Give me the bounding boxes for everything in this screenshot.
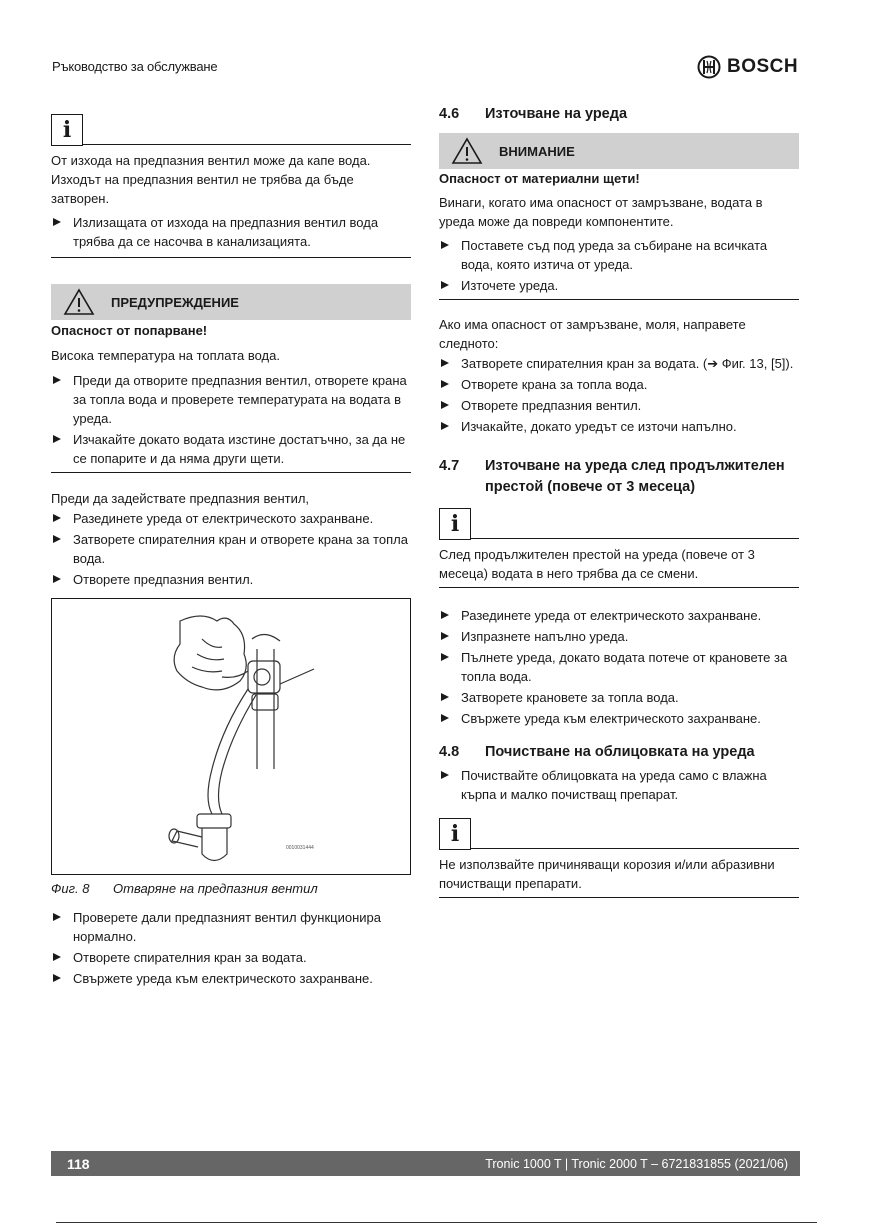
- warning-label: ПРЕДУПРЕЖДЕНИЕ: [111, 294, 239, 310]
- caution-body: [439, 169, 799, 300]
- list-item: Затворете спирателния кран и отворете крана за топла вода.: [51, 530, 411, 568]
- section-4-7-heading: 4.7 Източване на уреда след продължителен престой (повече от 3 месеца): [439, 458, 785, 495]
- list-item: Свържете уреда към електрическото захранване.: [439, 709, 799, 728]
- arrow-bullet-icon: [441, 693, 449, 701]
- list-item: Отворете крана за топла вода.: [439, 375, 799, 394]
- list-item: Изчакайте, докато уредът се източи напълно.: [439, 417, 799, 436]
- bosch-logo: [697, 55, 798, 79]
- arrow-bullet-icon: [441, 611, 449, 619]
- info-note-header: [439, 818, 799, 850]
- header-title: Ръководство за обслужване: [52, 59, 218, 74]
- list-item: Затворете спирателния кран за водата. (➔ Фиг. 13, [5]).: [439, 354, 799, 373]
- intro-text: Ако има опасност от замръзване, моля, направете следното:: [439, 317, 746, 351]
- list-item: Затворете крановете за топла вода.: [439, 688, 799, 707]
- logo-text: BOSCH: [727, 56, 799, 77]
- arrow-bullet-icon: [441, 241, 449, 249]
- info-note-header: [51, 114, 411, 146]
- list-item: Разединете уреда от електрическото захранване.: [439, 606, 799, 625]
- arrow-bullet-icon: [53, 953, 61, 961]
- info-icon: i: [51, 114, 83, 146]
- info-icon: i: [439, 818, 471, 850]
- bosch-armature-icon: [697, 55, 721, 79]
- section-4-8-heading: 4.8 Почистване на облицовката на уреда: [439, 744, 755, 760]
- safety-valve-illustration: [52, 599, 410, 872]
- arrow-bullet-icon: [53, 575, 61, 583]
- intro-text: Преди да задействате предпазния вентил,: [51, 491, 310, 506]
- arrow-bullet-icon: [441, 401, 449, 409]
- list-item: Преди да отворите предпазния вентил, отворете крана за топла вода и проверете температурата на водата в уреда.: [51, 371, 411, 428]
- arrow-bullet-icon: [53, 913, 61, 921]
- info-note-1: [51, 146, 411, 258]
- list-item: Разединете уреда от електрическото захранване.: [51, 509, 411, 528]
- left-column: [51, 114, 411, 990]
- arrow-bullet-icon: [441, 422, 449, 430]
- arrow-bullet-icon: [441, 359, 449, 367]
- warning-body: [51, 321, 411, 473]
- page-number: 118: [67, 1155, 90, 1172]
- list-item: Почиствайте облицовката на уреда само с влажна кърпа и малко почистващ препарат.: [439, 766, 799, 804]
- arrow-bullet-icon: [53, 376, 61, 384]
- arrow-bullet-icon: [441, 653, 449, 661]
- list-item: Свържете уреда към електрическото захранване.: [51, 969, 411, 988]
- arrow-bullet-icon: [441, 380, 449, 388]
- list-item: Източете уреда.: [439, 276, 799, 295]
- arrow-bullet-icon: [53, 974, 61, 982]
- warning-text: Висока температура на топлата вода.: [51, 348, 280, 363]
- list-item: Пълнете уреда, докато водата потече от крановете за топла вода.: [439, 648, 799, 686]
- arrow-bullet-icon: [441, 771, 449, 779]
- figure-label: Фиг. 8: [51, 881, 90, 896]
- arrow-bullet-icon: [53, 514, 61, 522]
- info-note-text: След продължителен престой на уреда (повече от 3 месеца) водата в него трябва да се смени.: [439, 547, 755, 581]
- figure-code: 0010031444: [286, 845, 314, 851]
- list-item: Изпразнете напълно уреда.: [439, 627, 799, 646]
- arrow-bullet-icon: [441, 281, 449, 289]
- info-note-text: Не използвайте причиняващи корозия и/или абразивни почистващи препарати.: [439, 857, 775, 891]
- info-note-header: [439, 508, 799, 540]
- info-note-2: [439, 540, 799, 588]
- arrow-bullet-icon: [441, 714, 449, 722]
- list-item: Излизащата от изхода на предпазния вентил вода трябва да се насочва в канализацията.: [51, 213, 411, 251]
- warning-triangle-icon: [451, 137, 483, 165]
- figure-caption-text: Отваряне на предпазния вентил: [113, 881, 318, 896]
- list-item: Отворете спирателния кран за водата.: [51, 948, 411, 967]
- bottom-divider: [56, 1222, 817, 1223]
- document-id: Tronic 1000 T | Tronic 2000 T – 6721831855 (2021/06): [485, 1156, 788, 1171]
- info-icon: i: [439, 508, 471, 540]
- list-item: Отворете предпазния вентил.: [439, 396, 799, 415]
- arrow-bullet-icon: [53, 435, 61, 443]
- figure-caption: [51, 881, 411, 896]
- warning-banner: [51, 284, 411, 320]
- list-item: Изчакайте докато водата изстине достатъчно, за да не се попарите и да няма други щети.: [51, 430, 411, 468]
- section-4-6-heading: 4.6 Източване на уреда: [439, 106, 628, 122]
- arrow-bullet-icon: [53, 535, 61, 543]
- caution-banner: [439, 133, 799, 169]
- list-item: Поставете съд под уреда за събиране на всичката вода, която изтича от уреда.: [439, 236, 799, 274]
- warning-headline: Опасност от попарване!: [51, 323, 208, 338]
- info-note-text: От изхода на предпазния вентил може да капе вода. Изходът на предпазния вентил не трябва да бъде затворен.: [51, 153, 371, 206]
- caution-label: ВНИМАНИЕ: [499, 143, 575, 159]
- info-note-3: [439, 850, 799, 898]
- footer-bar: [51, 1151, 800, 1176]
- caution-headline: Опасност от материални щети!: [439, 171, 640, 186]
- caution-text: Винаги, когато има опасност от замръзване, водата в уреда може да повреди компонентите.: [439, 195, 763, 229]
- list-item: Отворете предпазния вентил.: [51, 570, 411, 589]
- arrow-bullet-icon: [53, 218, 61, 226]
- list-item: Проверете дали предпазният вентил функционира нормално.: [51, 908, 411, 946]
- arrow-bullet-icon: [441, 632, 449, 640]
- warning-triangle-icon: [63, 288, 95, 316]
- figure-8: [51, 598, 411, 875]
- right-column: [439, 104, 799, 898]
